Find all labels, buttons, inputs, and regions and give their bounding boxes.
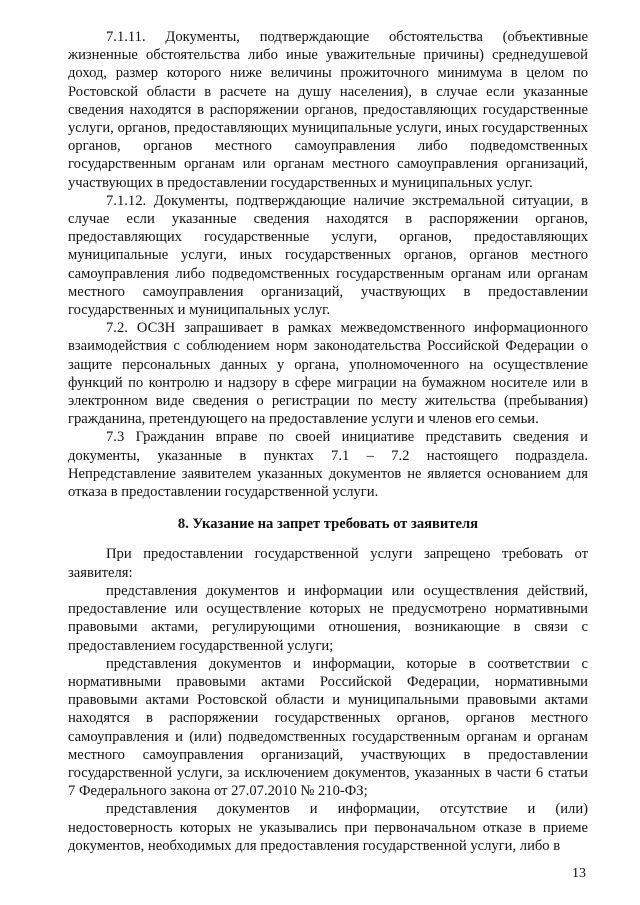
page-number: 13 <box>572 866 586 881</box>
paragraph-7-1-12: 7.1.12. Документы, подтверждающие наличие экстремальной ситуации, в случае если указанные сведения находятся в распоряжении органов, предоставляющих государственные услуги, органов, предоставляющих муниципальные услуги, иных государственных органов, органов местного самоуправления либо подведомственных государственным органам или органам местного самоуправления организаций, участвующих в предоставлении государственных и муниципальных услуг. <box>68 192 588 319</box>
paragraph-item-3: представления документов и информации, отсутствие и (или) недостоверность которых не указывались при первоначальном отказе в приеме документов, необходимых для предоставления государственной услуги, либо в <box>68 801 588 854</box>
paragraph-7-2: 7.2. ОСЗН запрашивает в рамках межведомственного информационного взаимодействия с соблюдением норм законодательства Российской Федерации о защите персональных данных у органа, уполномоченного на осуществление функций по контролю и надзору в сфере миграции на бумажном носителе или в электронном виде сведения о регистрации по месту жительства (пребывания) гражданина, претендующего на предоставление услуги и членов его семьи. <box>68 320 588 428</box>
paragraph-item-1: представления документов и информации или осуществления действий, предоставление или осуществление которых не предусмотрено нормативными правовыми актами, регулирующими отношения, возникающие в связи с предоставлением государственной услуги; <box>68 582 588 654</box>
paragraph-7-3: 7.3 Гражданин вправе по своей инициативе представить сведения и документы, указанные в пунктах 7.1 – 7.2 настоящего подраздела. Непредставление заявителем указанных документов не является основанием для отказа в предоставлении государственной услуги. <box>68 429 588 501</box>
paragraph-intro: При предоставлении государственной услуги запрещено требовать от заявителя: <box>68 546 588 581</box>
section-heading: 8. Указание на запрет требовать от заявителя <box>177 516 479 533</box>
paragraph-item-2: представления документов и информации, которые в соответствии с нормативными правовыми актами Российской Федерации, нормативными правовыми актами Ростовской области и муниципальными правовыми актами находятся в распоряжении государственных органов, органов местного самоуправления и (или) подведомственных государственным органам и органам местного самоуправления организаций, участвующих в предоставлении государственной услуги, за исключением документов, указанных в части 6 статьи 7 Федерального закона от 27.07.2010 № 210-ФЗ; <box>68 655 588 800</box>
paragraph-7-1-11: 7.1.11. Документы, подтверждающие обстоятельства (объективные жизненные обстоятельства либо иные уважительные причины) среднедушевой доход, размер которого ниже величины прожиточного минимума в целом по Ростовской области в расчете на душу населения), в случае если указанные сведения находятся в распоряжении органов, предоставляющих государственные услуги, органов, предоставляющих муниципальные услуги, иных государственных органов, органов местного самоуправления либо подведомственных государственным органам или органам местного самоуправления организаций, участвующих в предоставлении государственных и муниципальных услуг. <box>68 29 588 191</box>
document-page <box>68 28 588 855</box>
